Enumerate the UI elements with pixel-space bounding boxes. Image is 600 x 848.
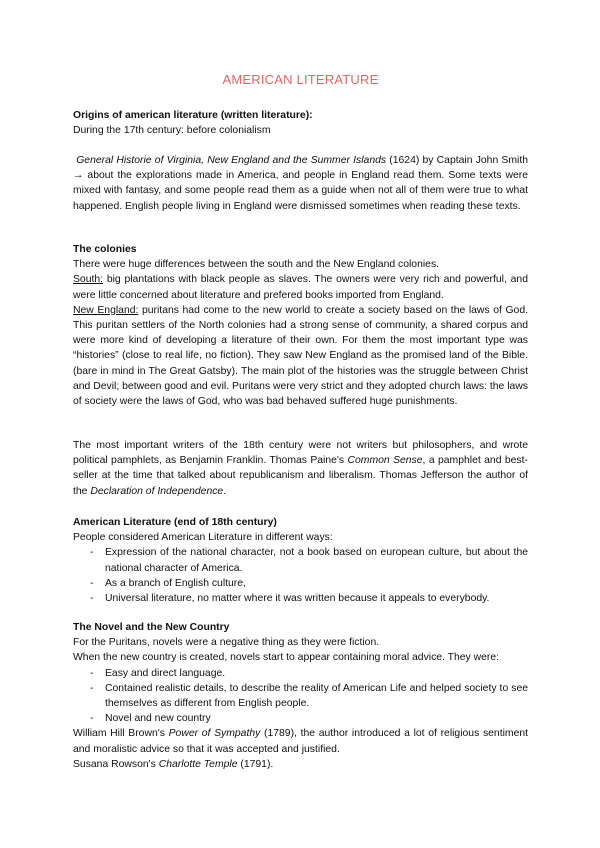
- list-item: - Expression of the national character, not a book based on european culture, but about the national character of America.: [73, 545, 528, 575]
- paragraph-south: [73, 272, 528, 302]
- list-item: - Novel and new country: [73, 711, 528, 726]
- paragraph-brown: [73, 726, 528, 756]
- book-title: Common Sense: [347, 455, 423, 467]
- section-colonies: [73, 242, 528, 409]
- paragraph-text: big plantations with black people as slaves. The owners were very rich and powerful, and were little concerned about literature and prefered books imported from England.: [73, 274, 528, 301]
- dash-list: [73, 545, 528, 606]
- list-item: - Easy and direct language.: [73, 666, 528, 681]
- paragraph-text: (1624) by Captain John Smith → about the explorations made in America, and people in England read them. Some texts were mixed with fantasy, and some people read them as a guide when not all of them were true to what happened. English people living in England were dismissed sometimes when reading these texts.: [73, 155, 528, 212]
- section-heading: American Literature (end of 18th century): [73, 517, 277, 528]
- paragraph-text: When the new country is created, novels start to appear containing moral advice. They were:: [73, 652, 500, 664]
- paragraph-text: (1791).: [237, 758, 274, 770]
- document-title: AMERICAN LITERATURE: [222, 72, 379, 87]
- paragraph-text: puritans had come to the new world to create a society based on the laws of God. This puritan settlers of the North colonies had a strong sense of community, a shared corpus and were more kind of developing a literature of their own. For them the most important type was “histories” (close to real life, no fiction). They saw New England as the promised land of the Bible. (bare in mind in The Great Gatsby). The main plot of the histories was the struggle between Christ and Devil; between good and evil. Puritans were very strict and they adopted church laws: the laws of society were the laws of God, who was bad behaved suffered huge punishments.: [73, 304, 528, 408]
- paragraph-text: The most important writers of the 18th century were not writers but philosophers, and wrote political pamphlets, as Benjamin Franklin. Thomas Paine's: [73, 440, 528, 467]
- section-heading: The colonies: [73, 244, 137, 255]
- paragraph-text: (1789), the author introduced a lot of religious sentiment and moralistic advice so that it was accepted and justified.: [73, 728, 529, 755]
- paragraph-text: Susana Rowson's: [73, 758, 159, 770]
- paragraph-text: .: [223, 485, 227, 497]
- section-origins: [73, 108, 528, 138]
- paragraph-text: For the Puritans, novels were a negative thing as they were fiction.: [73, 637, 380, 649]
- paragraph-intro: There were huge differences between the south and the New England colonies.: [73, 259, 440, 271]
- book-title: Declaration of Independence: [90, 485, 224, 497]
- section-american-literature: [73, 515, 528, 606]
- list-item: - As a branch of English culture,: [73, 576, 528, 591]
- list-item: - Contained realistic details, to describe the reality of American Life and helped society to see themselves as different from English people.: [73, 681, 528, 711]
- paragraph-18th-century-writers: [73, 438, 528, 499]
- section-novel-new-country: [73, 620, 528, 772]
- section-subtitle: During the 17th century: before colonialism: [73, 125, 271, 137]
- book-title: Power of Sympathy: [168, 728, 261, 740]
- label-new-england: New England:: [73, 304, 139, 316]
- label-south: South:: [73, 274, 104, 286]
- paragraph-text: William Hill Brown's: [73, 728, 169, 740]
- paragraph-intro: People considered American Literature in different ways:: [73, 532, 333, 544]
- paragraph-text: , a pamphlet and best-seller at the time that talked about republicanism and liberalism. Thomas Jefferson the author of the: [73, 455, 528, 497]
- paragraph-rowson: [73, 757, 528, 772]
- section-heading: Origins of american literature (written literature):: [73, 110, 313, 121]
- paragraph-general-historie: [73, 153, 528, 214]
- book-title: Charlotte Temple: [158, 758, 238, 770]
- section-heading: The Novel and the New Country: [73, 622, 230, 633]
- list-item: - Universal literature, no matter where it was written because it appeals to everybody.: [73, 591, 528, 606]
- dash-list: [73, 666, 528, 727]
- paragraph-new-england: [73, 303, 528, 409]
- book-title: General Historie of Virginia, New England and the Summer Islands: [76, 155, 387, 166]
